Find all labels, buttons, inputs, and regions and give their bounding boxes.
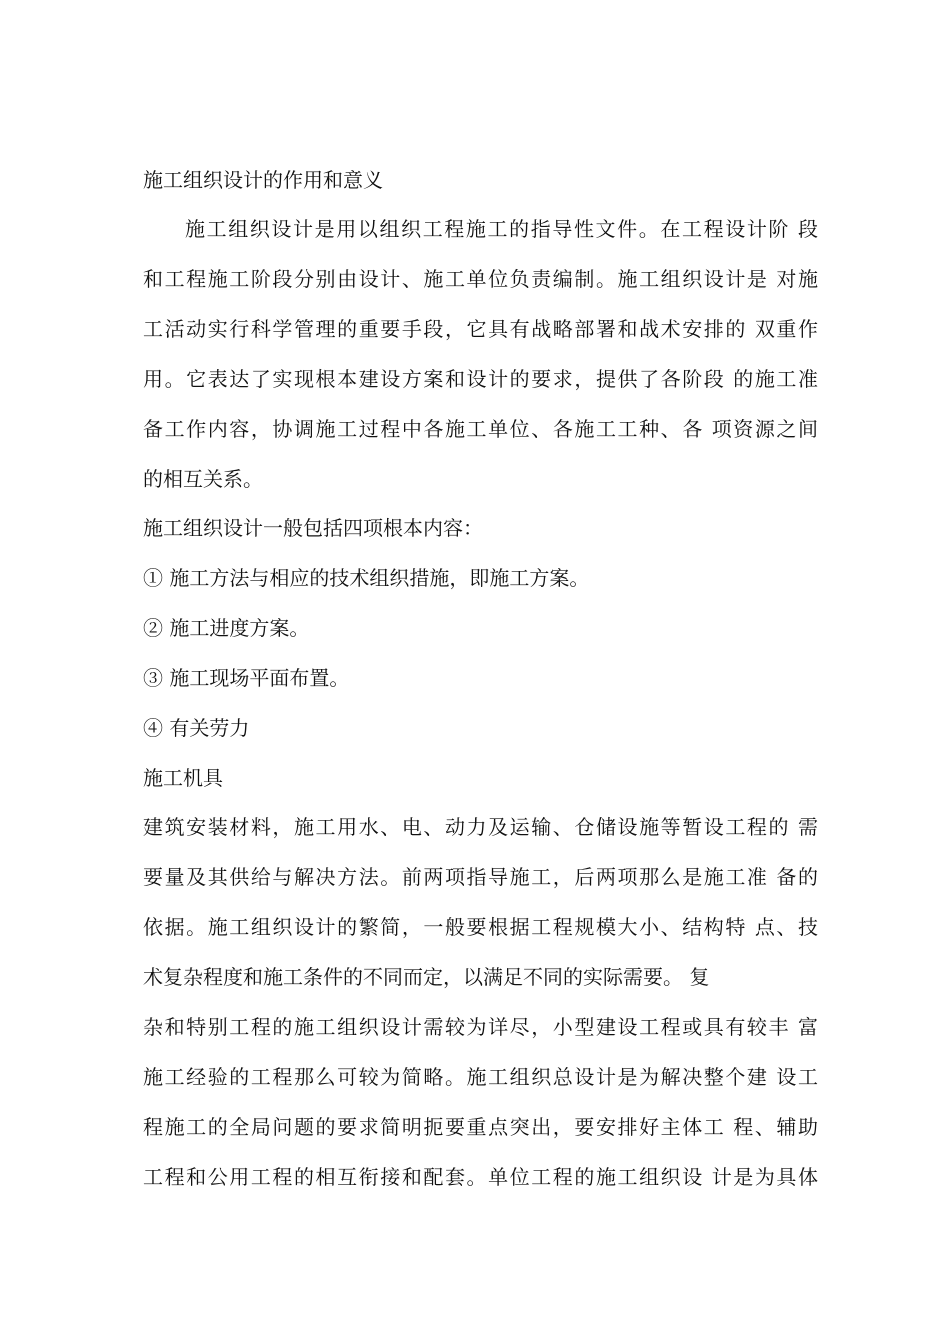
- paragraph-line: 依据。施工组织设计的繁简，一般要根据工程规模大小、结构特 点、技: [143, 915, 818, 939]
- paragraph-line: 备工作内容，协调施工过程中各施工单位、各施工工种、各 项资源之间: [143, 417, 818, 441]
- list-intro: 施工组织设计一般包括四项根本内容：: [143, 516, 483, 540]
- paragraph-line: 要量及其供给与解决方法。前两项指导施工，后两项那么是施工准 备的: [143, 865, 818, 889]
- paragraph-line: 工活动实行科学管理的重要手段，它具有战略部署和战术安排的 双重作: [143, 317, 818, 341]
- paragraph-line: 杂和特别工程的施工组织设计需较为详尽，小型建设工程或具有较丰 富: [143, 1015, 818, 1039]
- paragraph-line: 的相互关系。: [143, 467, 263, 491]
- paragraph-line: 施工组织设计是用以组织工程施工的指导性文件。在工程设计阶 段: [185, 217, 818, 241]
- list-item: ② 施工进度方案。: [143, 616, 310, 640]
- paragraph-line: 程施工的全局问题的要求简明扼要重点突出，要安排好主体工 程、辅助: [143, 1115, 818, 1139]
- paragraph-line: 施工经验的工程那么可较为简略。施工组织总设计是为解决整个建 设工: [143, 1065, 818, 1089]
- list-item: ③ 施工现场平面布置。: [143, 666, 350, 690]
- document-title: 施工组织设计的作用和意义: [143, 168, 383, 192]
- list-item: ④ 有关劳力: [143, 716, 250, 740]
- paragraph-line: 工程和公用工程的相互衔接和配套。单位工程的施工组织设 计是为具体: [143, 1165, 818, 1189]
- list-item: ① 施工方法与相应的技术组织措施，即施工方案。: [143, 566, 590, 590]
- paragraph-line: 用。它表达了实现根本建设方案和设计的要求，提供了各阶段 的施工准: [143, 367, 818, 391]
- paragraph-line: 建筑安装材料，施工用水、电、动力及运输、仓储设施等暂设工程的 需: [143, 815, 818, 839]
- paragraph-line: 术复杂程度和施工条件的不同而定，以满足不同的实际需要。 复: [143, 965, 710, 989]
- section-heading: 施工机具: [143, 766, 223, 790]
- paragraph-line: 和工程施工阶段分别由设计、施工单位负责编制。施工组织设计是 对施: [143, 267, 818, 291]
